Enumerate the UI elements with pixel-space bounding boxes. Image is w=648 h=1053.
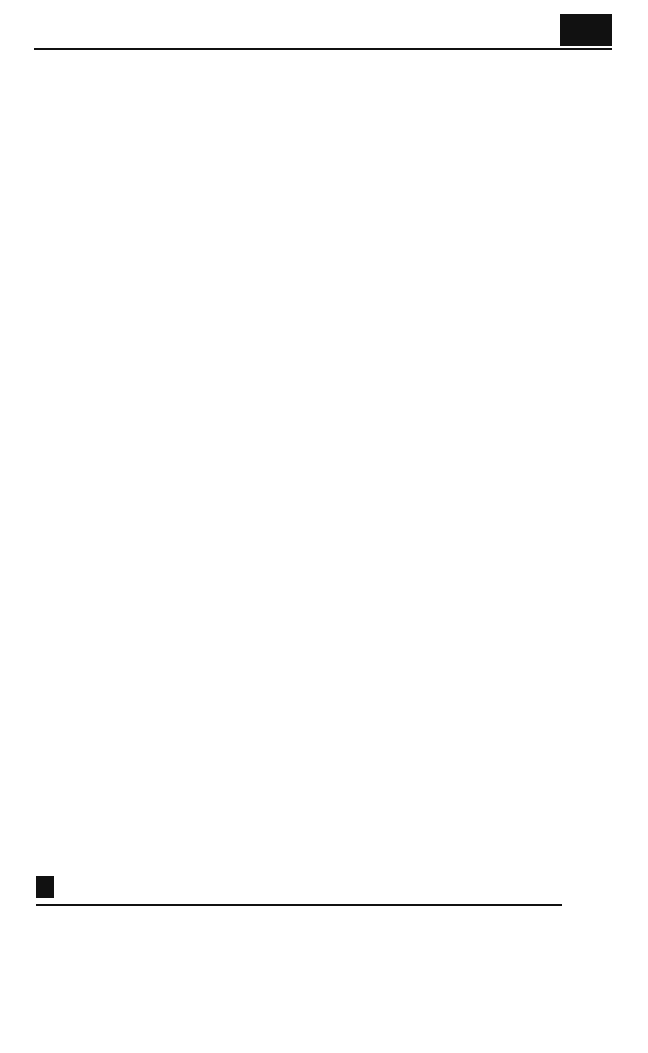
header-rule bbox=[34, 48, 612, 50]
section-marker-square bbox=[36, 876, 54, 898]
section-rule bbox=[36, 904, 562, 906]
header-black-block bbox=[560, 14, 612, 46]
section-header bbox=[36, 872, 562, 906]
running-header bbox=[34, 14, 612, 48]
